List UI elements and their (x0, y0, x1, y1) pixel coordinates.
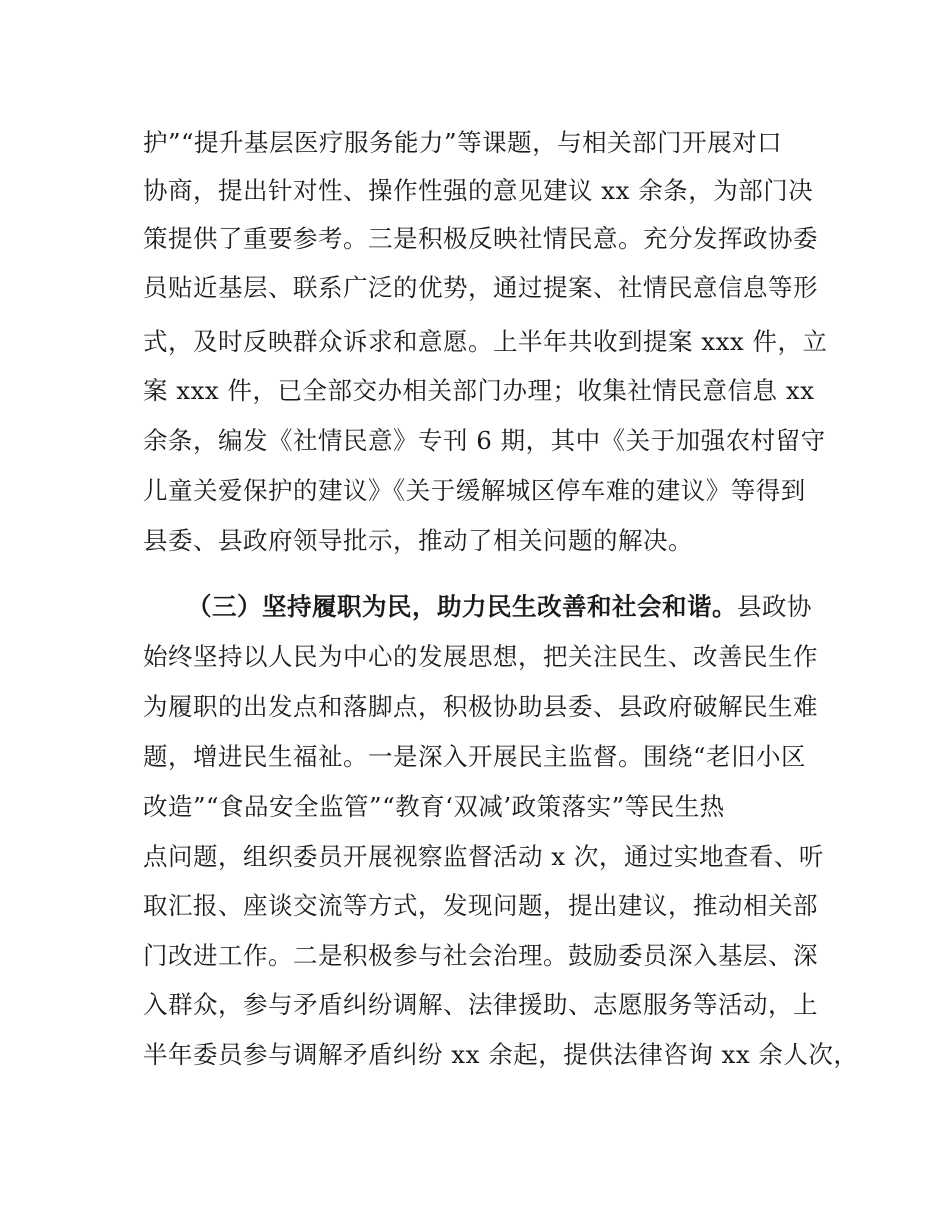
body-text-line: 始终坚持以人民为中心的发展思想，把关注民生、改善民生作 (143, 642, 818, 671)
body-text-line: 护”“提升基层医疗服务能力”等课题，与相关部门开展对口 (143, 128, 783, 157)
body-text-line: 式，及时反映群众诉求和意愿。上半年共收到提案 xxx 件，立 (143, 327, 828, 356)
body-text-line: 为履职的出发点和落脚点，积极协助县委、县政府破解民生难 (143, 692, 818, 721)
body-text-line: 门改进工作。二是积极参与社会治理。鼓励委员深入基层、深 (143, 941, 818, 970)
body-text-line: 策提供了重要参考。三是积极反映社情民意。充分发挥政协委 (143, 224, 818, 253)
section-heading: （三）坚持履职为民，助力民生改善和社会和谐。 (187, 592, 737, 621)
body-text-line: 题，增进民生福祉。一是深入开展民主监督。围绕“老旧小区 (143, 742, 807, 771)
body-text-line: 儿童关爱保护的建议》《关于缓解城区停车难的建议》等得到 (143, 476, 806, 505)
body-text-line: 员贴近基层、联系广泛的优势，通过提案、社情民意信息等形 (143, 273, 818, 302)
body-text-line: 余条，编发《社情民意》专刊 6 期，其中《关于加强农村留守 (143, 426, 826, 455)
body-text-line: 取汇报、座谈交流等方式，发现问题，提出建议，推动相关部 (143, 891, 818, 920)
body-text-line: 案 xxx 件，已全部交办相关部门办理；收集社情民意信息 xx (143, 376, 815, 405)
body-text-line: 点问题，组织委员开展视察监督活动 x 次，通过实地查看、听 (143, 842, 824, 871)
body-text-line: 协商，提出针对性、操作性强的意见建议 xx 余条，为部门决 (143, 176, 814, 205)
section-heading-line (187, 590, 867, 624)
body-text-line: 半年委员参与调解矛盾纠纷 xx 余起，提供法律咨询 xx 余人次， (143, 1040, 859, 1069)
body-text-line: 县委、县政府领导批示，推动了相关问题的解决。 (143, 526, 693, 555)
section-heading-tail: 县政协 (737, 592, 812, 621)
body-text-line: 入群众，参与矛盾纠纷调解、法律援助、志愿服务等活动，上 (143, 990, 818, 1019)
body-text-line: 改造”“食品安全监管”“教育‘双减’政策落实”等民生热 (143, 792, 725, 821)
